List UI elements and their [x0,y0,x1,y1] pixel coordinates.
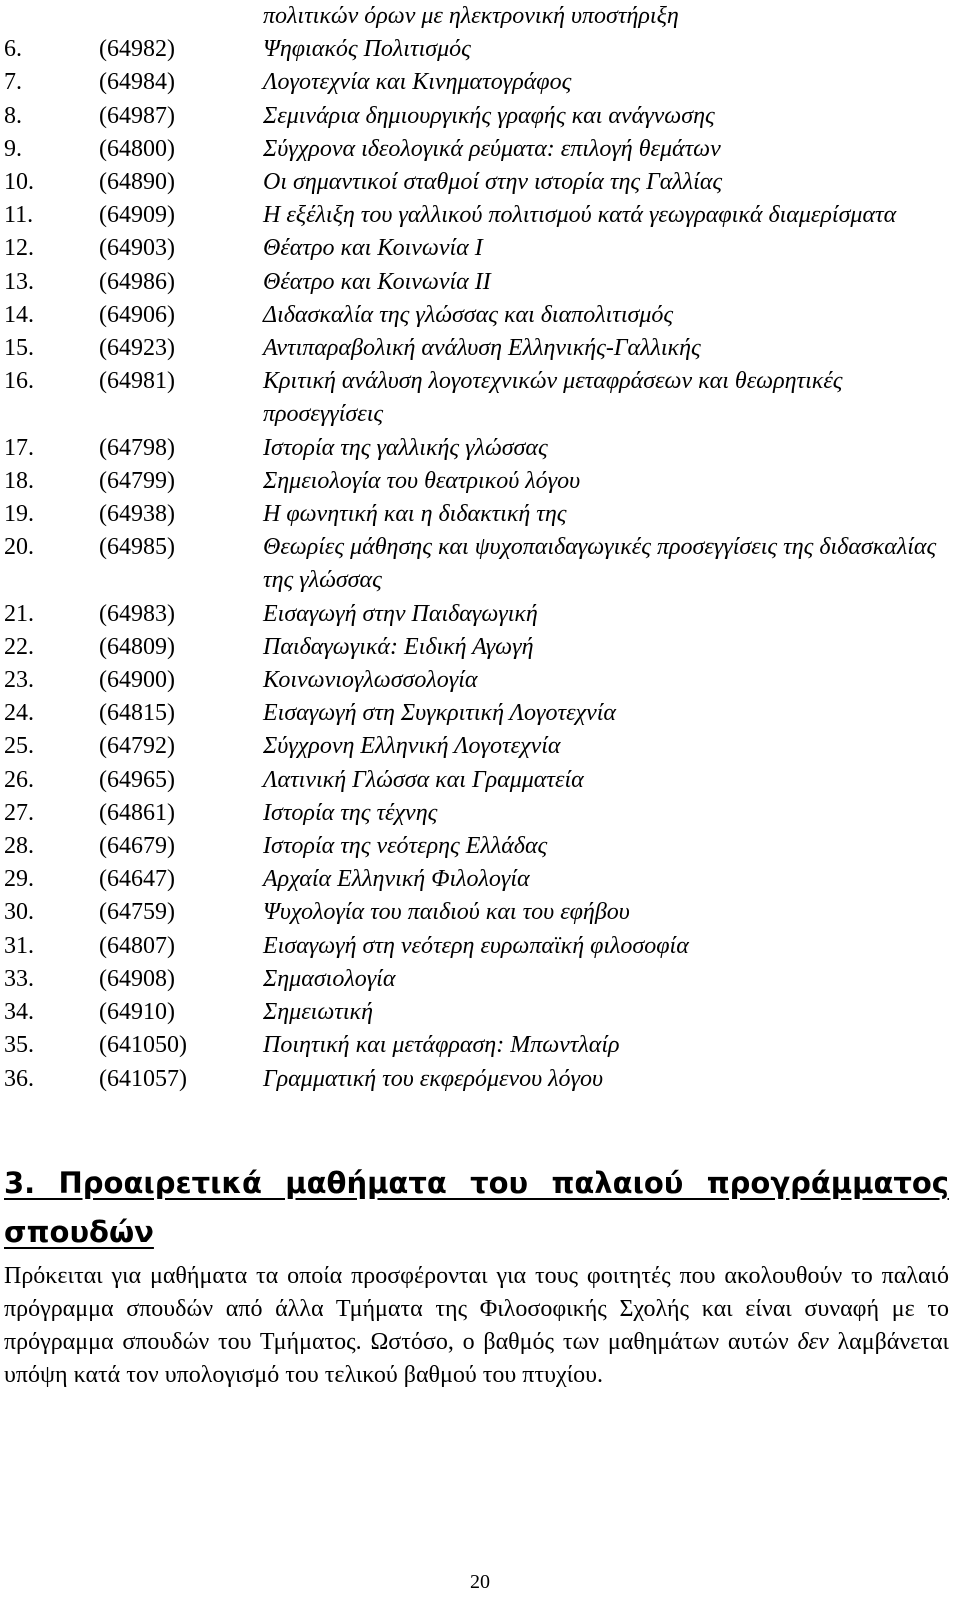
course-code: (64903) [99,235,175,262]
course-title: Ιστορία της νεότερης Ελλάδας [263,833,548,860]
course-number: 21. [4,600,34,627]
course-title: Εισαγωγή στη Συγκριτική Λογοτεχνία [263,700,617,727]
course-title: Θεωρίες μάθησης και ψυχοπαιδαγωγικές προσεγγίσεις της διδασκαλίας της γλώσσας [263,534,937,594]
course-row [0,66,960,99]
course-title: Κριτική ανάλυση λογοτεχνικών μεταφράσεων και θεωρητικές προσεγγίσεις [263,368,843,428]
course-row [0,1063,960,1096]
course-title: Η εξέλιξη του γαλλικού πολιτισμού κατά γεωγραφικά διαμερίσματα [263,202,897,229]
course-title: Ψηφιακός Πολιτισμός [263,36,471,63]
course-title: Παιδαγωγικά: Ειδική Αγωγή [263,633,534,660]
course-number: 25. [4,733,34,760]
course-code: (64798) [99,434,175,461]
paragraph-text-1: Πρόκειται για μαθήματα τα οποία προσφέρονται για τους φοιτητές που ακολουθούν το παλαιό πρόγραμμα σπουδών από άλλα Τμήματα της Φιλοσοφικής Σχολής και είναι συναφή με το πρόγραμμα σπουδών του Τμήματος. Ωστόσο, ο βαθμός των μαθημάτων αυτών [4,1263,949,1355]
course-code: (64800) [99,135,175,162]
course-row [0,730,960,763]
course-title: Σύγχρονη Ελληνική Λογοτεχνία [263,733,561,760]
course-row [0,930,960,963]
course-row [0,498,960,531]
course-code: (64809) [99,633,175,660]
course-code: (64679) [99,833,175,860]
course-number: 36. [4,1065,34,1092]
course-number: 7. [4,69,22,96]
course-row [0,432,960,465]
course-number: 28. [4,833,34,860]
course-row [0,598,960,631]
course-title: Ιστορία της γαλλικής γλώσσας [263,434,548,461]
course-title: Σημασιολογία [263,965,396,992]
paragraph-emphasis: δεν [797,1329,829,1355]
course-row [0,0,960,33]
course-number: 12. [4,235,34,262]
course-row [0,166,960,199]
course-number: 10. [4,169,34,196]
course-row [0,365,960,431]
course-row [0,697,960,730]
course-number: 14. [4,301,34,328]
course-number: 20. [4,534,34,561]
course-code: (64759) [99,899,175,926]
course-code: (64647) [99,866,175,893]
course-code: (64909) [99,202,175,229]
course-code: (64815) [99,700,175,727]
course-number: 23. [4,667,34,694]
course-number: 29. [4,866,34,893]
course-title: Σημειωτική [263,999,373,1026]
course-code: (64799) [99,467,175,494]
course-code: (64923) [99,335,175,362]
course-row [0,232,960,265]
course-number: 9. [4,135,22,162]
course-code: (64900) [99,667,175,694]
course-row [0,465,960,498]
course-title: Σύγχρονα ιδεολογικά ρεύματα: επιλογή θεμάτων [263,135,721,162]
course-row [0,631,960,664]
course-title: Οι σημαντικοί σταθμοί στην ιστορία της Γαλλίας [263,169,723,196]
course-row [0,996,960,1029]
course-code: (64965) [99,766,175,793]
course-code: (64910) [99,999,175,1026]
course-number: 11. [4,202,34,229]
course-code: (64792) [99,733,175,760]
course-code: (64807) [99,932,175,959]
course-row [0,896,960,929]
course-number: 13. [4,268,34,295]
course-title: Λατινική Γλώσσα και Γραμματεία [263,766,584,793]
course-row [0,100,960,133]
course-row [0,133,960,166]
course-title: Ποιητική και μετάφραση: Μπωντλαίρ [263,1032,620,1059]
course-number: 35. [4,1032,34,1059]
course-code: (64986) [99,268,175,295]
course-row [0,664,960,697]
course-title: Αρχαία Ελληνική Φιλολογία [263,866,530,893]
course-number: 22. [4,633,34,660]
course-code: (64861) [99,799,175,826]
course-row [0,33,960,66]
section-heading: 3. Προαιρετικά μαθήματα του παλαιού προγράμματος σπουδών [4,1166,949,1249]
course-code: (641050) [99,1032,187,1059]
course-code: (64982) [99,36,175,63]
course-code: (64890) [99,169,175,196]
course-number: 19. [4,501,34,528]
course-code [99,0,263,33]
course-number: 30. [4,899,34,926]
course-row [0,863,960,896]
course-row [0,830,960,863]
course-code: (641057) [99,1065,187,1092]
course-number: 16. [4,368,34,395]
course-number: 17. [4,434,34,461]
course-row [0,299,960,332]
paragraph-text-2: λαμβάνεται υπόψη κατά τον υπολογισμό του τελικού βαθμού του πτυχίου. [4,1329,949,1388]
course-number: 8. [4,102,22,129]
course-title: Θέατρο και Κοινωνία ΙΙ [263,268,491,295]
course-title: Εισαγωγή στη νεότερη ευρωπαϊκή φιλοσοφία [263,932,689,959]
course-title: Ψυχολογία του παιδιού και του εφήβου [263,899,630,926]
course-row [0,266,960,299]
course-code: (64938) [99,501,175,528]
course-code: (64985) [99,534,175,561]
course-number: 34. [4,999,34,1026]
course-title: Γραμματική του εκφερόμενου λόγου [263,1065,604,1092]
course-code: (64908) [99,965,175,992]
course-number: 33. [4,965,34,992]
course-code: (64987) [99,102,175,129]
course-code: (64981) [99,368,175,395]
course-number: 31. [4,932,34,959]
course-row [0,963,960,996]
section-paragraph [4,1260,949,1392]
course-code: (64906) [99,301,175,328]
course-row [0,797,960,830]
course-number: 24. [4,700,34,727]
page-number: 20 [470,1571,490,1593]
course-number [0,0,99,33]
course-number: 26. [4,766,34,793]
course-title: Σεμινάρια δημιουργικής γραφής και ανάγνωσης [263,102,715,129]
course-number: 15. [4,335,34,362]
course-code: (64984) [99,69,175,96]
course-title: Ιστορία της τέχνης [263,799,438,826]
course-row [0,1029,960,1062]
course-title: Λογοτεχνία και Κινηματογράφος [263,69,572,96]
course-row [0,332,960,365]
course-title: Εισαγωγή στην Παιδαγωγική [263,600,538,627]
course-title: Σημειολογία του θεατρικού λόγου [263,467,581,494]
course-title: Κοινωνιογλωσσολογία [263,667,478,694]
course-row [0,764,960,797]
course-title: πολιτικών όρων με ηλεκτρονική υποστήριξη [263,3,679,29]
course-row [0,531,960,597]
course-number: 27. [4,799,34,826]
course-title: Διδασκαλία της γλώσσας και διαπολιτισμός [263,301,674,328]
course-number: 6. [4,36,22,63]
course-code: (64983) [99,600,175,627]
course-number: 18. [4,467,34,494]
course-title: Θέατρο και Κοινωνία Ι [263,235,483,262]
course-title: Η φωνητική και η διδακτική της [263,501,567,528]
course-title: Αντιπαραβολική ανάλυση Ελληνικής-Γαλλικής [263,335,701,362]
course-row [0,199,960,232]
